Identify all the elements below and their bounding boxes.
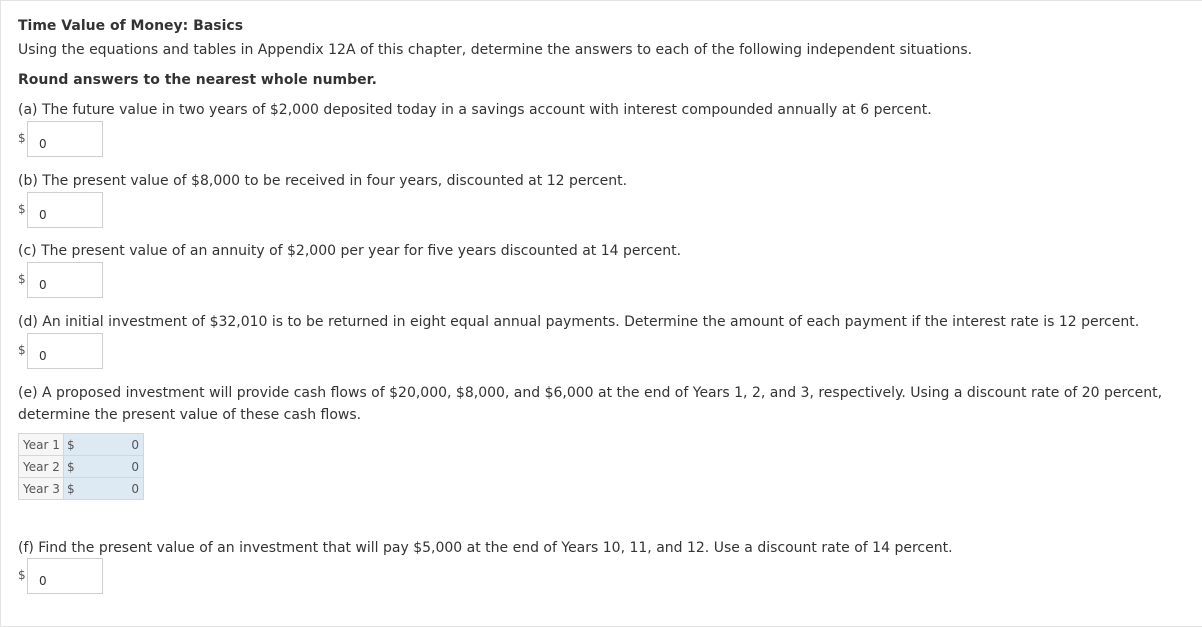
answer-value: 0	[131, 438, 139, 452]
currency-symbol: $	[18, 131, 26, 145]
question-a-text: (a) The future value in two years of $2,000 deposited today in a savings account with interest compounded annually at 6 percent.	[18, 102, 932, 118]
answer-value: 0	[131, 460, 139, 474]
year-label: Year 2	[19, 456, 64, 478]
answer-b-input[interactable]	[27, 192, 103, 228]
currency-symbol: $	[18, 568, 26, 582]
currency-symbol: $	[67, 460, 75, 474]
answer-a-input[interactable]	[27, 121, 103, 157]
answer-c-input[interactable]	[27, 262, 103, 298]
question-f-text: (f) Find the present value of an investment that will pay $5,000 at the end of Years 10, 11, and 12. Use a discount rate of 14 percent.	[18, 540, 953, 556]
question-b-text: (b) The present value of $8,000 to be received in four years, discounted at 12 percent.	[18, 173, 628, 189]
currency-symbol: $	[67, 438, 75, 452]
rounding-instruction: Round answers to the nearest whole number.	[18, 72, 377, 88]
currency-symbol: $	[18, 272, 26, 286]
table-row	[19, 456, 144, 478]
answer-d-input[interactable]	[27, 333, 103, 369]
year-label: Year 3	[19, 478, 64, 500]
year-label: Year 1	[19, 434, 64, 456]
question-e-table	[18, 433, 144, 500]
currency-symbol: $	[18, 202, 26, 216]
currency-symbol: $	[18, 343, 26, 357]
question-e-text: (e) A proposed investment will provide cash flows of $20,000, $8,000, and $6,000 at the end of Years 1, 2, and 3, respectively. Using a discount rate of 20 percent, determine the present value of these cash flows.	[18, 385, 1163, 423]
currency-symbol: $	[67, 482, 75, 496]
intro-text: Using the equations and tables in Appendix 12A of this chapter, determine the answers to each of the following independent situations.	[18, 42, 973, 58]
question-d-text: (d) An initial investment of $32,010 is to be returned in eight equal annual payments. Determine the amount of each payment if the interest rate is 12 percent.	[18, 314, 1140, 330]
table-row	[19, 434, 144, 456]
answer-value: 0	[131, 482, 139, 496]
problem-title: Time Value of Money: Basics	[18, 18, 244, 34]
table-row	[19, 478, 144, 500]
answer-e-year2-input[interactable]	[64, 456, 144, 478]
answer-e-year3-input[interactable]	[64, 478, 144, 500]
question-c-text: (c) The present value of an annuity of $2,000 per year for five years discounted at 14 percent.	[18, 243, 682, 259]
answer-f-input[interactable]	[27, 558, 103, 594]
answer-e-year1-input[interactable]	[64, 434, 144, 456]
